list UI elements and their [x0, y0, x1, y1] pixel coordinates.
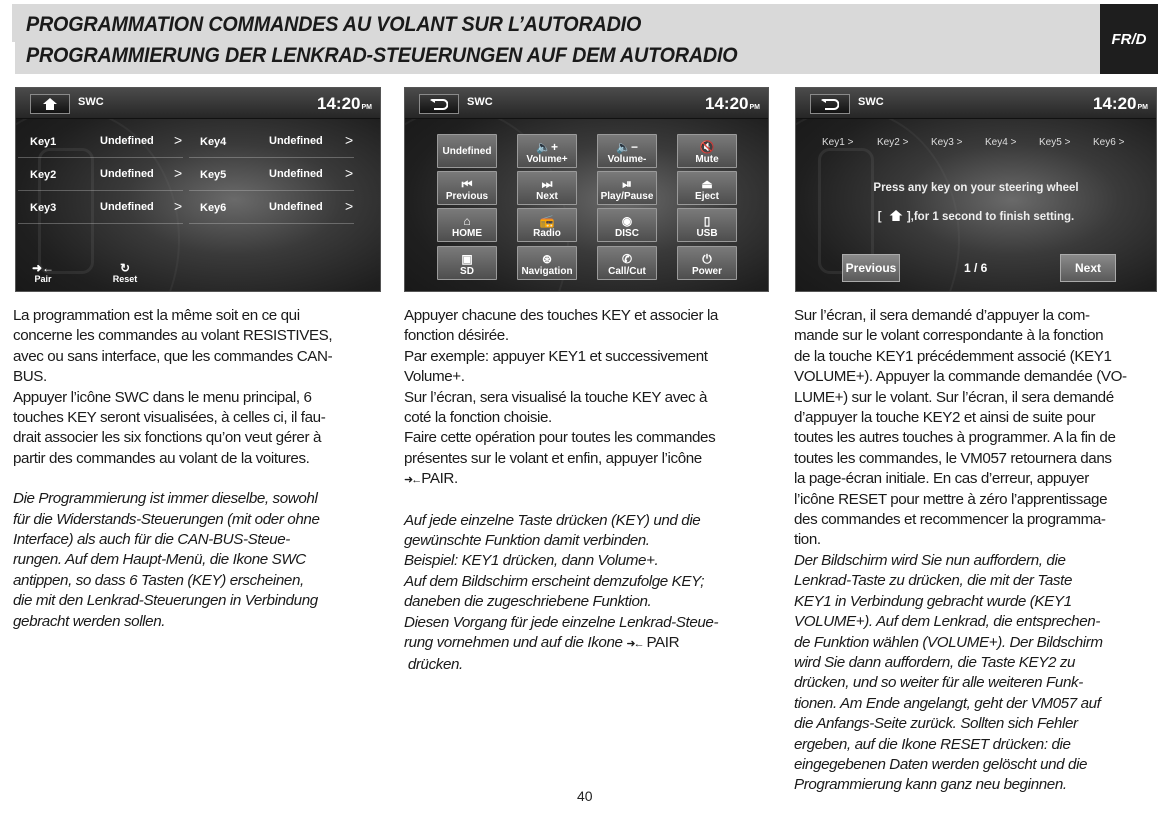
screen-function-grid [404, 87, 769, 292]
function-label: HOME [452, 228, 482, 239]
key-step: Key2 > [877, 137, 909, 148]
home-icon: ⌂ [463, 214, 471, 228]
screen-title: SWC [78, 96, 104, 108]
function-button-previous[interactable] [437, 171, 497, 205]
paragraph-german: Der Bildschirm wird Sie nun auffordern, die Lenkrad-Taste zu drücken, die mit der Taste KEY1 in Verbindung gebracht wurde (KEY1 VOLUME+). Auf dem Lenkrad, die entsprechen- de Funktion wählen (VOLUME+). Der Bildschirm wird Sie dann auffordern, die Taste KEY2 zu drücken, und so weiter für alle weiteren Funk- tionen. Am Ende angelangt, geht der VM057 auf die Anfangs-Seite zurück. Sollten sich Fehler ergeben, auf die Ikone RESET drücken: die eingegebenen Daten werden gelöscht und die Programmierung kann ganz neu beginnen. [794, 551, 1103, 794]
key-value: Undefined [100, 201, 154, 213]
paragraph-french: Sur l’écran, il sera demandé d’appuyer la com- mande sur le volant correspondante à la fonction de la touche KEY1 précédemment associé (KEY1 VOLUME+). Appuyer la commande demandée (VO- LUME+) sur le volant. Sur l’écran, il sera demandé d’appuyer la touche KEY2 et ainsi de suite pour toutes les autres touches à programmer. A la fin de toutes les commandes, le VM057 retournera dans la page-écran initiale. En cas d’erreur, appuyer l’icône RESET pour mettre à zéro l’apprentissage des commandes et recommencer la programma- tion. [794, 307, 1127, 549]
paragraph-french: La programmation est la même soit en ce qui concerne les commandes au volant RESISTIVES, avec ou sans interface, que les commandes CAN- BUS. Appuyer l’icône SWC dans le menu principal, 6 touches KEY seront visualisées, à celles ci, il fau- drait associer les six fonctions qu’on veut gérer à partir des commandes au volant de la voitures. [13, 307, 333, 467]
column-2 [404, 306, 776, 675]
clock-time: 14:20 [317, 94, 361, 113]
power-icon: ⏻ [702, 252, 712, 266]
back-icon [430, 99, 448, 110]
function-button-eject[interactable] [677, 171, 737, 205]
function-button-sd[interactable] [437, 246, 497, 280]
screen-title: SWC [858, 96, 884, 108]
screen-learning [795, 87, 1157, 292]
key-label: Key6 [200, 202, 227, 214]
pair-button[interactable] [28, 262, 58, 284]
volume-up-icon: 🔈+ [536, 140, 558, 154]
header-notch [12, 42, 15, 78]
clock [705, 94, 760, 114]
pair-line-french [404, 469, 776, 490]
chevron-right-icon: > [174, 132, 183, 148]
radio-icon: 📻 [539, 214, 555, 228]
key-value: Undefined [100, 135, 154, 147]
function-label: Volume- [607, 154, 647, 165]
function-label: Play/Pause [600, 191, 654, 202]
screen-key-list [15, 87, 381, 292]
function-label: Call/Cut [608, 266, 646, 277]
previous-button[interactable]: Previous [842, 254, 900, 282]
function-button-radio[interactable] [517, 208, 577, 242]
pair-line-german [404, 633, 776, 654]
screen-top-bar [16, 88, 380, 119]
function-label: Undefined [442, 145, 492, 157]
screen-top-bar [405, 88, 768, 119]
key-label: Key5 [200, 169, 227, 181]
key-value: Undefined [269, 135, 323, 147]
next-icon: ⏭ [541, 177, 553, 191]
chevron-right-icon: > [174, 198, 183, 214]
clock [317, 94, 372, 114]
function-button-usb[interactable] [677, 208, 737, 242]
clock [1093, 94, 1148, 114]
clock-ampm: PM [361, 104, 372, 111]
function-label: DISC [615, 228, 639, 239]
key-step: Key3 > [931, 137, 963, 148]
function-label: Power [691, 266, 722, 277]
eject-icon: ⏏ [701, 177, 713, 191]
pair-label: Pair [34, 274, 52, 284]
sd-card-icon: ▣ [461, 252, 473, 266]
function-button-disc[interactable] [597, 208, 657, 242]
key-value: Undefined [269, 201, 323, 213]
key-step: Key5 > [1039, 137, 1071, 148]
function-button-next[interactable] [517, 171, 577, 205]
key-label: Key2 [30, 169, 57, 181]
clock-ampm: PM [1137, 104, 1148, 111]
play-pause-icon: ⏯ [622, 177, 632, 191]
function-button-home[interactable] [437, 208, 497, 242]
back-button[interactable] [419, 94, 459, 114]
phone-icon: ✆ [621, 252, 633, 266]
key-row[interactable] [18, 124, 183, 158]
key-value: Undefined [269, 168, 323, 180]
usb-icon: ▯ [703, 214, 711, 228]
chevron-right-icon: > [345, 132, 354, 148]
paragraph-german: Auf jede einzelne Taste drücken (KEY) und die gewünschte Funktion damit verbinden. Beispiel: KEY1 drücken, dann Volume+. Auf dem Bildschirm erscheint demzufolge KEY; daneben die zugeschriebene Funktion. Diesen Vorgang für jede einzelne Lenkrad-Steue- [404, 511, 719, 631]
function-button-mute[interactable] [677, 134, 737, 168]
page-number: 40 [577, 788, 593, 804]
function-button-call-cut[interactable] [597, 246, 657, 280]
column-1 [13, 306, 385, 632]
function-label: USB [696, 228, 718, 239]
pair-text: PAIR. [421, 470, 458, 488]
chevron-right-icon: > [174, 165, 183, 181]
home-button[interactable] [30, 94, 70, 114]
key-step: Key4 > [985, 137, 1017, 148]
function-label: Volume+ [526, 154, 568, 165]
header-band [12, 4, 1100, 74]
function-button-play-pause[interactable] [597, 171, 657, 205]
spacer [13, 469, 385, 489]
title-french: PROGRAMMATION COMMANDES AU VOLANT SUR L’AUTORADIO [26, 13, 642, 36]
pair-arrows-icon: ➜← [31, 261, 55, 275]
function-button-navigation[interactable] [517, 246, 577, 280]
instruction-line-1: Press any key on your steering wheel [873, 182, 1079, 194]
clock-time: 14:20 [705, 94, 749, 113]
page-indicator: 1 / 6 [964, 261, 988, 275]
home-icon [889, 210, 903, 221]
language-tab: FR/D [1100, 4, 1158, 74]
clock-time: 14:20 [1093, 94, 1137, 113]
mute-icon: 🔇 [699, 140, 715, 154]
key-row[interactable] [18, 190, 183, 224]
instruction-line-2 [796, 210, 1156, 223]
key-value: Undefined [100, 168, 154, 180]
reset-label: Reset [112, 274, 138, 284]
key-label: Key3 [30, 202, 57, 214]
title-german: PROGRAMMIERUNG DER LENKRAD-STEUERUNGEN AUF DEM AUTORADIO [26, 44, 738, 67]
function-label: Eject [695, 191, 719, 202]
function-label: Mute [695, 154, 719, 165]
reset-icon: ↻ [119, 261, 131, 275]
function-button-volume-up[interactable] [517, 134, 577, 168]
key-step: Key1 > [822, 137, 854, 148]
next-button[interactable]: Next [1060, 254, 1116, 282]
function-label: Previous [445, 191, 489, 202]
volume-down-icon: 🔈− [616, 140, 638, 154]
key-label: Key4 [200, 136, 227, 148]
disc-icon: ◉ [621, 214, 633, 228]
chevron-right-icon: > [345, 165, 354, 181]
key-row[interactable] [189, 190, 354, 224]
bracket-open: [ [877, 211, 882, 223]
function-label: SD [460, 266, 474, 277]
function-button-volume-down[interactable] [597, 134, 657, 168]
screen-title: SWC [467, 96, 493, 108]
key-row[interactable] [189, 124, 354, 158]
function-button-undefined[interactable] [437, 134, 497, 168]
previous-icon: ⏮ [461, 177, 473, 191]
screen-top-bar [796, 88, 1156, 119]
paragraph-german: Die Programmierung ist immer dieselbe, sowohl für die Widerstands-Steuerungen (mit oder ohne Interface) als auch für die CAN-BUS-Steue- rungen. Auf dem Haupt-Menü, die Ikone SWC antippen, so dass 6 Tasten (KEY) erscheinen, die mit den Lenkrad-Steuerungen in Verbindung gebracht werden sollen. [13, 490, 320, 630]
chevron-right-icon: > [345, 198, 354, 214]
back-button[interactable] [810, 94, 850, 114]
function-label: Radio [533, 228, 561, 239]
key-row[interactable] [18, 157, 183, 191]
instruction-suffix: ],for 1 second to finish setting. [906, 211, 1075, 223]
function-label: Next [536, 191, 558, 202]
clock-ampm: PM [749, 104, 760, 111]
key-step: Key6 > [1093, 137, 1125, 148]
reset-button[interactable] [110, 262, 140, 284]
pair-line-prefix: rung vornehmen und auf die Ikone [404, 634, 623, 652]
spacer [404, 491, 776, 511]
pair-arrows-icon: ➜← [404, 474, 422, 487]
back-icon [821, 99, 839, 110]
pair-text: PAIR [646, 634, 680, 652]
column-3 [794, 306, 1160, 796]
key-row[interactable] [189, 157, 354, 191]
pair-line-end: drücken. [404, 655, 463, 673]
navigation-icon: ⊛ [541, 252, 553, 266]
key-label: Key1 [30, 136, 57, 148]
function-label: Navigation [521, 266, 573, 277]
paragraph-french: Appuyer chacune des touches KEY et associer la fonction désirée. Par exemple: appuyer KEY1 et successivement Volume+. Sur l’écran, sera visualisé la touche KEY avec à coté la fonction choisie. Faire cette opération pour toutes les commandes présentes sur le volant et enfin, appuyer l’icône [404, 307, 718, 467]
home-icon [43, 98, 57, 110]
pair-arrows-icon: ➜← [626, 638, 643, 651]
function-button-power[interactable] [677, 246, 737, 280]
